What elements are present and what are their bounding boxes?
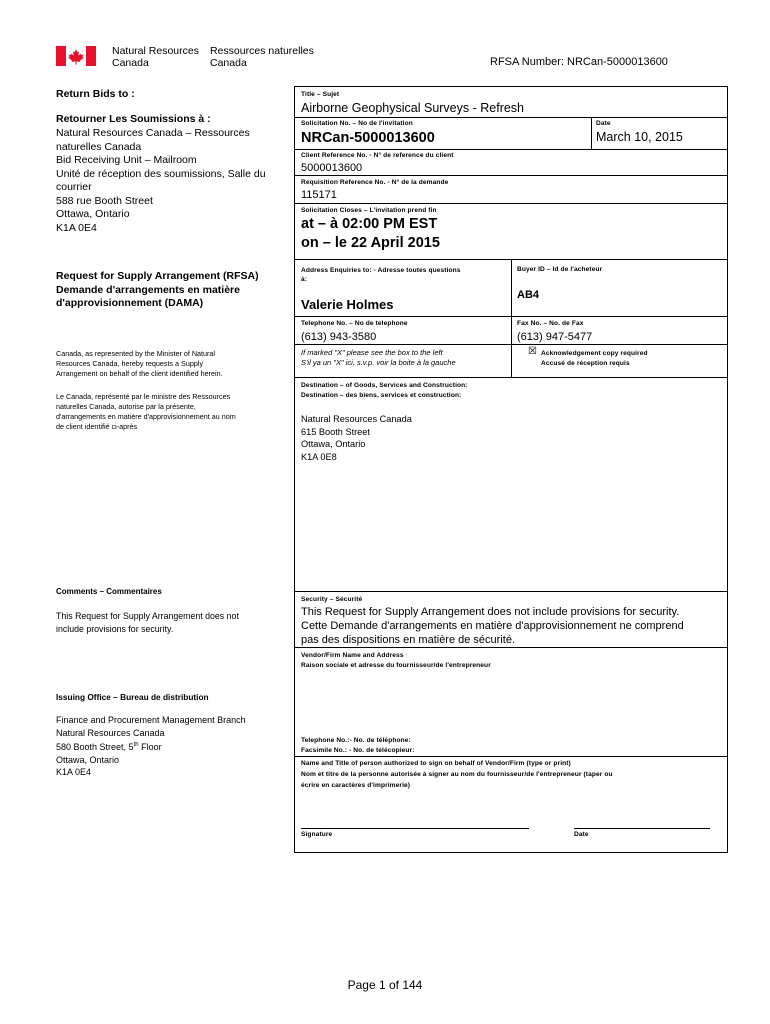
acknowledgement-label: Acknowledgement copy required Accusé de réception requis — [541, 350, 648, 367]
telephone-value: (613) 943-3580 — [301, 331, 377, 343]
rfsa-title: Request for Supply Arrangement (RFSA) Demande d'arrangements en matière d'approvisionnement (DAMA) — [56, 270, 259, 309]
destination-address: Natural Resources Canada 615 Booth Street Ottawa, Ontario K1A 0E8 — [301, 414, 412, 462]
return-bids-heading: Return Bids to : — [56, 88, 135, 100]
comments-text: This Request for Supply Arrangement does not include provisions for security. — [56, 611, 239, 634]
vendor-label: Vendor/Firm Name and Address Raison sociale et adresse du fournisseur/de l'entrepreneur — [301, 652, 491, 669]
security-label: Security – Sécurité — [301, 596, 363, 603]
vendor-field[interactable] — [301, 670, 721, 732]
dept-name-en: Natural Resources Canada — [112, 45, 199, 69]
date-label: Date — [596, 120, 611, 127]
requisition-label: Requisition Reference No. - N° de la demande — [301, 179, 449, 186]
signature-date-line[interactable] — [574, 828, 710, 829]
signature-date-label: Date — [574, 831, 589, 838]
marked-note: If marked "X" please see the box to the left S'il ya un "X" ici, s.v.p. voir la boite à la gauche — [301, 348, 456, 367]
address-enquiries-value: Valerie Holmes — [301, 297, 394, 312]
requisition-value: 115171 — [301, 189, 337, 201]
canada-statement-fr: Le Canada, représenté par le ministre des Ressources naturelles Canada, autorise par la présente, d'arrangements en matière d'approvisionnement au nom de client identifié ci-après — [56, 392, 236, 431]
return-bids-heading-fr: Retourner Les Soumissions à : — [56, 113, 211, 125]
solicitation-label: Solicitation No. – No de l'invitation — [301, 120, 413, 127]
destination-label: Destination – of Goods, Services and Construction: Destination – des biens, services et construction: — [301, 382, 468, 399]
client-ref-value: 5000013600 — [301, 162, 363, 174]
return-address: Natural Resources Canada – Ressources naturelles Canada Bid Receiving Unit – Mailroom Unité de réception des soumissions, Salle du courrier 588 rue Booth Street Ottawa, Ontario K1A 0E4 — [56, 127, 266, 234]
title-value: Airborne Geophysical Surveys - Refresh — [301, 101, 525, 115]
closes-label: Solicitation Closes – L'invitation prend fin — [301, 207, 437, 214]
address-enquiries-label: Address Enquiries to: - Adresse toutes questions à: — [301, 267, 461, 283]
signature-line[interactable] — [301, 828, 529, 829]
closes-date: on – le 22 April 2015 — [301, 235, 440, 251]
closes-time: at – à 02:00 PM EST — [301, 216, 438, 232]
fax-label: Fax No. – No. de Fax — [517, 320, 584, 327]
canada-flag-icon — [56, 46, 96, 66]
issuing-office-address: Finance and Procurement Management Branch Natural Resources Canada 580 Booth Street, 5th Floor Ottawa, Ontario K1A 0E4 — [56, 715, 246, 777]
comments-label: Comments – Commentaires — [56, 587, 162, 596]
authorized-person-label: Name and Title of person authorized to sign on behalf of Vendor/Firm (type or print) Nom et titre de la personne autorisée à signer au nom du fournisseur/de l'entrepreneur (taper ou écrire en caractères d'imprimerie) — [301, 760, 613, 789]
buyer-id-value: AB4 — [517, 289, 540, 301]
date-value: March 10, 2015 — [596, 130, 683, 144]
canada-statement-en: Canada, as represented by the Minister of Natural Resources Canada, hereby requests a Supply Arrangement on behalf of the client identified herein. — [56, 349, 223, 378]
client-ref-label: Client Reference No. - N° de reference du client — [301, 152, 454, 159]
page-number: Page 1 of 144 — [347, 978, 423, 992]
issuing-office-label: Issuing Office – Bureau de distribution — [56, 692, 209, 702]
vendor-phone-fax-label: Telephone No.:- No. de téléphone: Facsimile No.: - No. de télécopieur: — [301, 737, 415, 754]
rfsa-number: RFSA Number: NRCan-5000013600 — [490, 56, 668, 68]
acknowledgement-checkbox[interactable]: ☒ — [528, 346, 537, 357]
telephone-label: Telephone No. – No de telephone — [301, 320, 408, 327]
solicitation-value: NRCan-5000013600 — [301, 130, 435, 146]
signature-label: Signature — [301, 831, 333, 838]
fax-value: (613) 947-5477 — [517, 331, 593, 343]
dept-name-fr: Ressources naturelles Canada — [210, 45, 314, 69]
buyer-id-label: Buyer ID – Id de l'acheteur — [517, 266, 603, 273]
title-label: Title – Sujet — [301, 91, 340, 98]
security-text: This Request for Supply Arrangement does not include provisions for security. Cette Demande d'arrangements en matière d'approvisionnement ne comprend pas des dispositions en matière de sécurité. — [301, 606, 684, 646]
